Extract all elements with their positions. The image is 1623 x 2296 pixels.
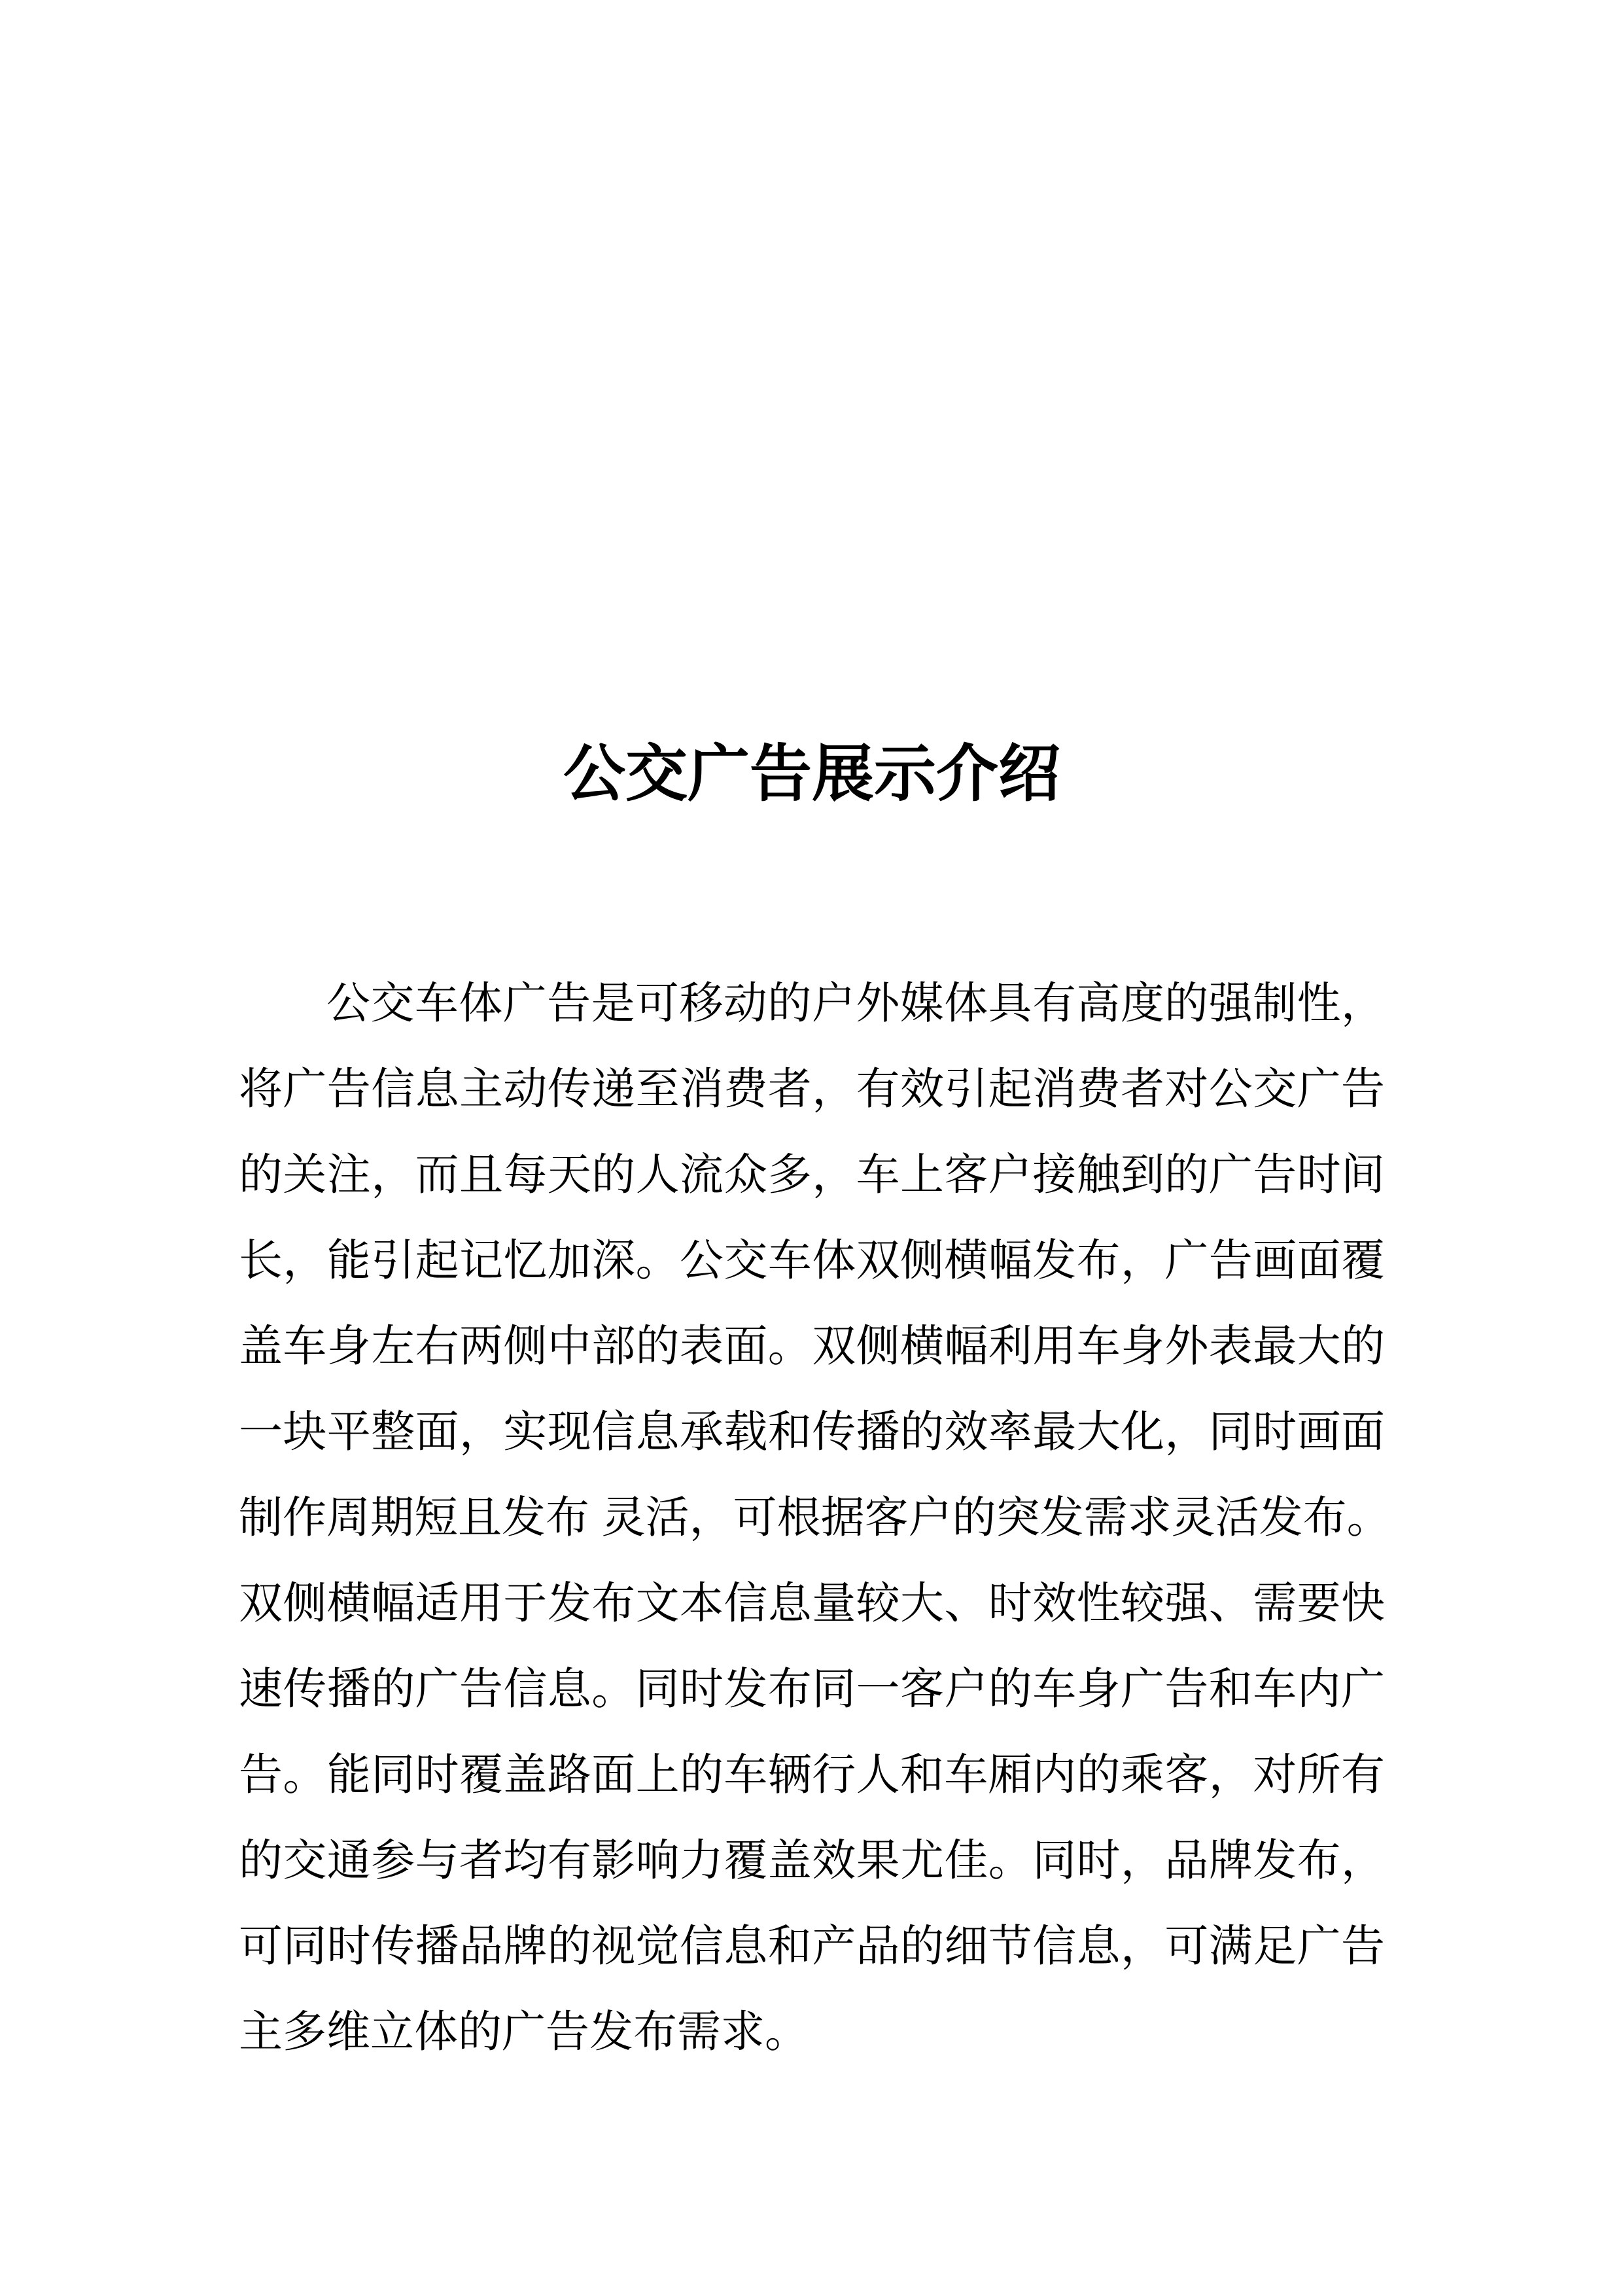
paragraph-line: 盖车身左右两侧中部的表面。双侧横幅利用车身外表最大的: [239, 1322, 1385, 1371]
paragraph-line: 速传播的广告信息。同时发布同一客户的车身广告和车内广: [239, 1665, 1385, 1714]
paragraph-line: 可同时传播品牌的视觉信息和产品的细节信息，可满足广告: [239, 1922, 1385, 1971]
paragraph-line: 的交通参与者均有影响力覆盖效果尤佳。同时，品牌发布，: [239, 1836, 1385, 1885]
paragraph-line: 主多维立体的广告发布需求。: [239, 2007, 809, 2057]
paragraph-line: 双侧横幅适用于发布文本信息量较大、时效性较强、需要快: [239, 1579, 1385, 1628]
paragraph-line: 的关注，而且每天的人流众多，车上客户接触到的广告时间: [239, 1150, 1385, 1199]
paragraph-line: 将广告信息主动传递至消费者，有效引起消费者对公交广告: [239, 1065, 1385, 1114]
document-title: 公交广告展示介绍: [563, 739, 1060, 809]
paragraph-line: 制作周期短且发布 灵活，可根据客户的突发需求灵活发布。: [239, 1493, 1391, 1542]
paragraph-line: 一块平整面，实现信息承载和传播的效率最大化，同时画面: [239, 1407, 1385, 1457]
paragraph-line: 告。能同时覆盖路面上的车辆行人和车厢内的乘客，对所有: [239, 1750, 1385, 1799]
body-paragraph: [239, 961, 1391, 2075]
paragraph-line: 长，能引起记忆加深。公交车体双侧横幅发布，广告画面覆: [239, 1236, 1385, 1285]
paragraph-line: 公交车体广告是可移动的户外媒体具有高度的强制性，: [326, 979, 1385, 1028]
